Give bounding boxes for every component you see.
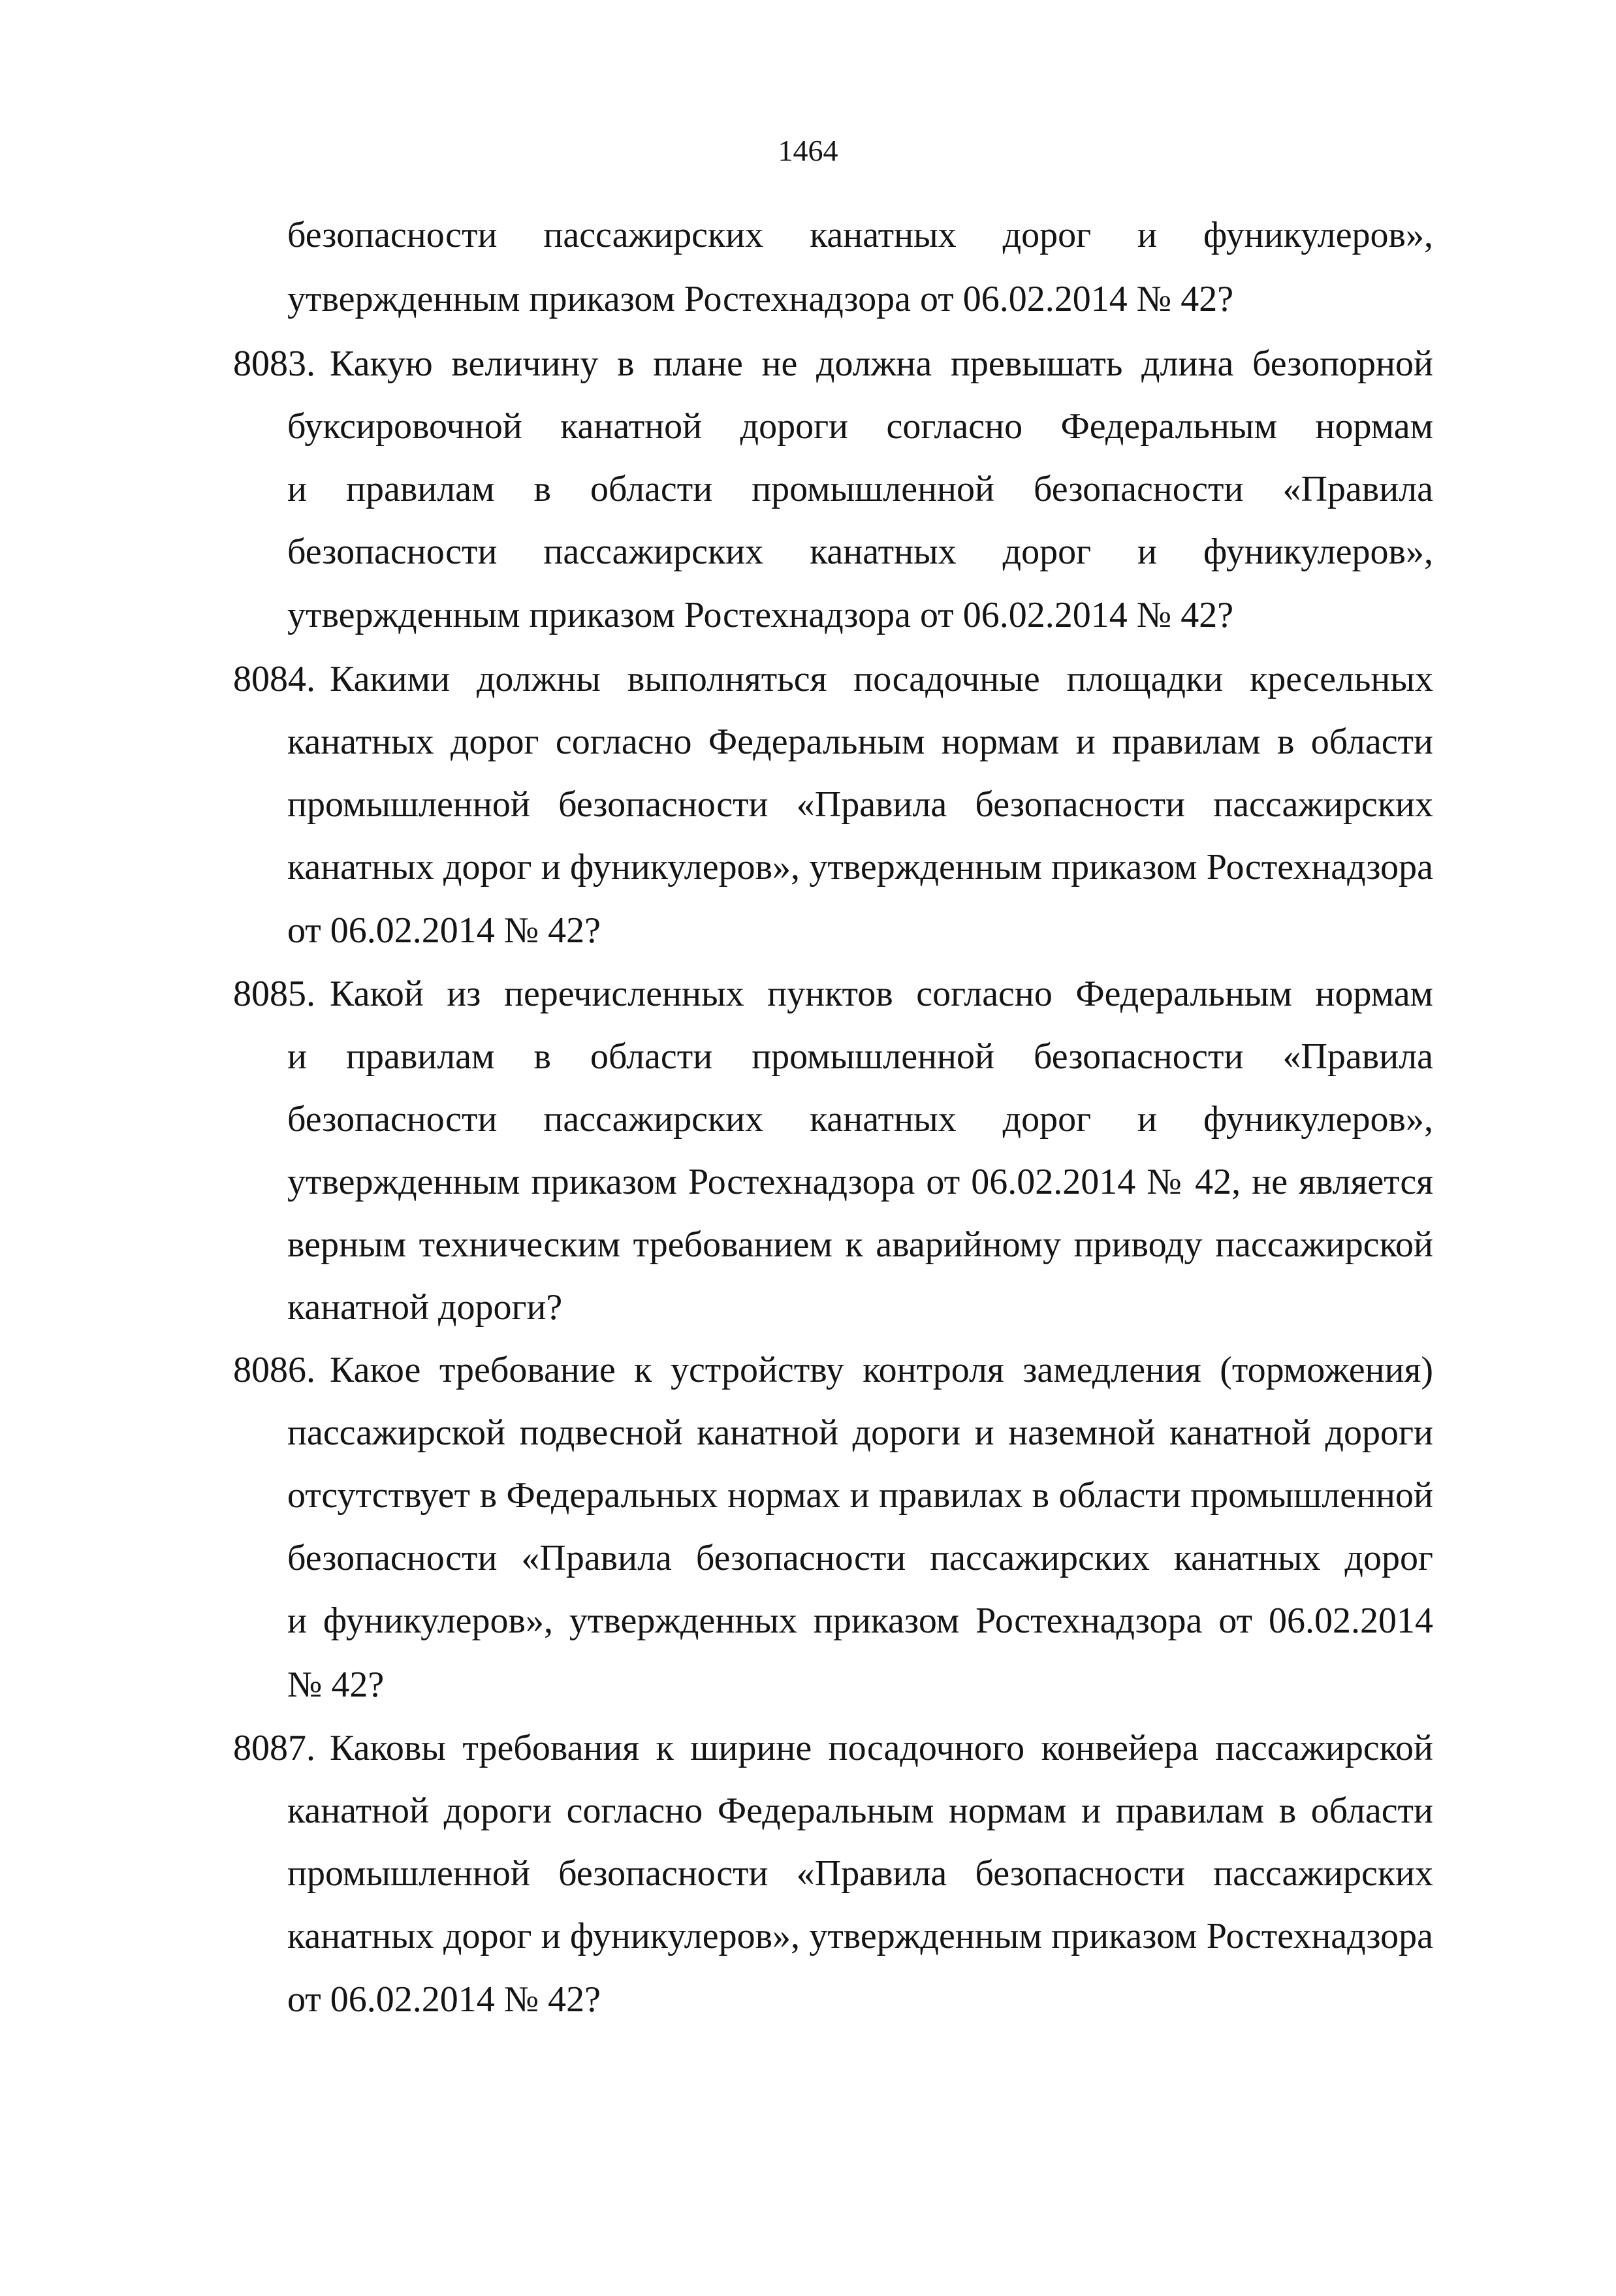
- question-line: и фуникулеров», утвержденных приказом Ростехнадзора от 06.02.2014: [287, 1601, 1433, 1641]
- question-line: Какую величину в плане не должна превышать длина безопорной: [330, 343, 1433, 384]
- question-line: канатной дороги?: [287, 1287, 563, 1328]
- question-line: пассажирской подвесной канатной дороги и наземной канатной дороги: [287, 1412, 1433, 1453]
- question-line: № 42?: [287, 1665, 385, 1705]
- question-number: 8084.: [233, 659, 315, 699]
- question-line: утвержденным приказом Ростехнадзора от 06.02.2014 № 42, не является: [287, 1162, 1433, 1202]
- question-line: Какими должны выполняться посадочные площадки кресельных: [330, 659, 1433, 699]
- continuation-line: безопасности пассажирских канатных дорог и фуникулеров»,: [287, 215, 1433, 255]
- question-line: Какой из перечисленных пунктов согласно Федеральным нормам: [330, 974, 1433, 1014]
- question-line: канатных дорог и фуникулеров», утвержденным приказом Ростехнадзора: [287, 847, 1433, 887]
- question-line: канатных дорог согласно Федеральным нормам и правилам в области: [287, 722, 1433, 762]
- question-line: Каковы требования к ширине посадочного конвейера пассажирской: [330, 1728, 1433, 1768]
- question-number: 8087.: [233, 1728, 315, 1768]
- question-line: канатных дорог и фуникулеров», утвержденным приказом Ростехнадзора: [287, 1916, 1433, 1956]
- question-line: безопасности пассажирских канатных дорог и фуникулеров»,: [287, 532, 1433, 572]
- page-number: 1464: [778, 134, 838, 167]
- question-number: 8083.: [233, 343, 315, 384]
- question-number: 8086.: [233, 1350, 315, 1390]
- question-line: безопасности пассажирских канатных дорог и фуникулеров»,: [287, 1099, 1433, 1140]
- question-line: Какое требование к устройству контроля замедления (торможения): [330, 1350, 1433, 1390]
- question-line: верным техническим требованием к аварийному приводу пассажирской: [287, 1224, 1433, 1265]
- question-line: канатной дороги согласно Федеральным нормам и правилам в области: [287, 1791, 1433, 1831]
- question-line: буксировочной канатной дороги согласно Федеральным нормам: [287, 406, 1433, 447]
- question-line: безопасности «Правила безопасности пассажирских канатных дорог: [287, 1538, 1433, 1578]
- question-line: и правилам в области промышленной безопасности «Правила: [287, 1036, 1433, 1077]
- question-number: 8085.: [233, 974, 315, 1014]
- question-line: утвержденным приказом Ростехнадзора от 06.02.2014 № 42?: [287, 595, 1234, 635]
- question-line: промышленной безопасности «Правила безопасности пассажирских: [287, 784, 1433, 825]
- question-line: и правилам в области промышленной безопасности «Правила: [287, 469, 1433, 509]
- question-line: от 06.02.2014 № 42?: [287, 910, 601, 951]
- question-line: отсутствует в Федеральных нормах и правилах в области промышленной: [287, 1475, 1433, 1516]
- question-line: промышленной безопасности «Правила безопасности пассажирских: [287, 1853, 1433, 1894]
- question-line: от 06.02.2014 № 42?: [287, 1979, 601, 2020]
- continuation-line: утвержденным приказом Ростехнадзора от 06.02.2014 № 42?: [287, 279, 1234, 319]
